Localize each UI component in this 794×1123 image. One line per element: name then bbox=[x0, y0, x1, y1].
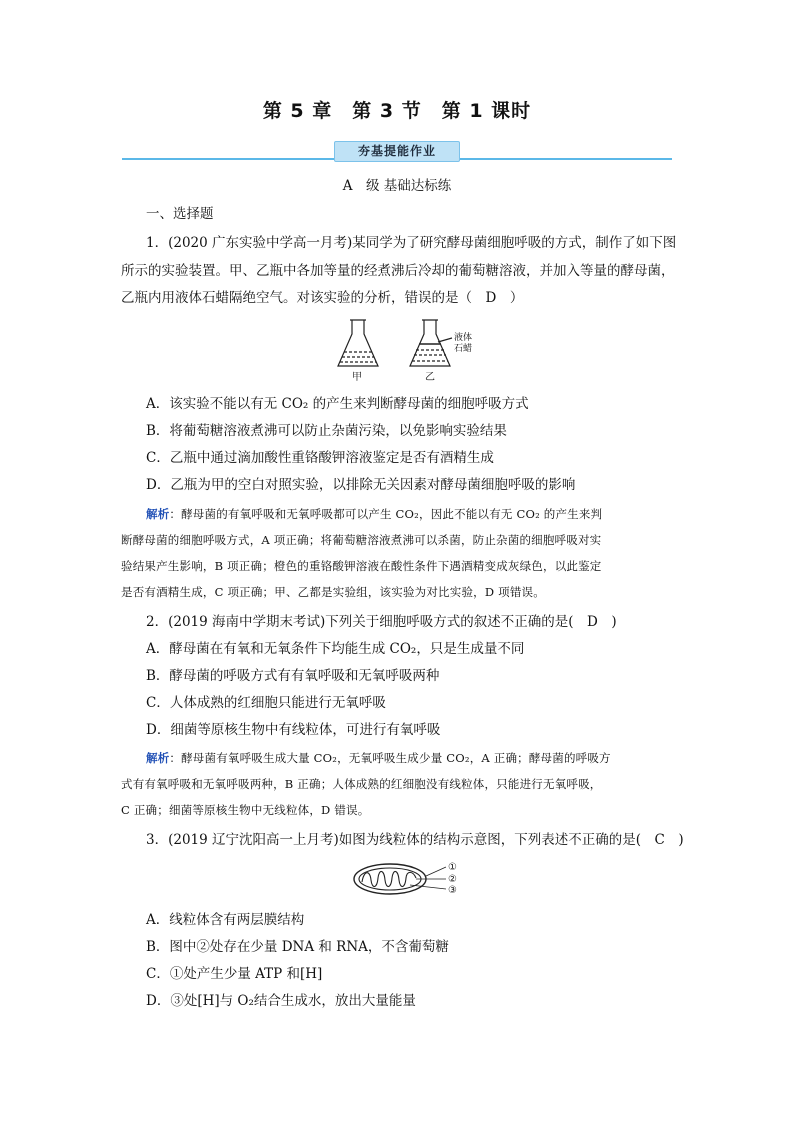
q1-option-d: D．乙瓶为甲的空白对照实验，以排除无关因素对酵母菌细胞呼吸的影响 bbox=[146, 477, 576, 493]
q2-option-c: C．人体成熟的红细胞只能进行无氧呼吸 bbox=[146, 695, 386, 711]
q1-analysis-line3: 验结果产生影响，B 项正确；橙色的重铬酸钾溶液在酸性条件下遇酒精变成灰绿色，以此鉴定 bbox=[121, 559, 602, 573]
q1-option-a: A．该实验不能以有无 CO₂ 的产生来判断酵母菌的细胞呼吸方式 bbox=[146, 396, 529, 412]
q2-option-d: D．细菌等原核生物中有线粒体，可进行有氧呼吸 bbox=[146, 722, 441, 738]
q3-option-a: A．线粒体含有两层膜结构 bbox=[146, 912, 305, 928]
q2-analysis-line3: C 正确；细菌等原核生物中无线粒体，D 错误。 bbox=[121, 803, 370, 817]
q2-analysis-line1: 解析：酵母菌有氧呼吸生成大量 CO₂，无氧呼吸生成少量 CO₂，A 正确；酵母菌的呼吸方 bbox=[146, 751, 611, 765]
q1-analysis-line1: 解析：酵母菌的有氧呼吸和无氧呼吸都可以产生 CO₂，因此不能以有无 CO₂ 的产生来判 bbox=[146, 507, 603, 521]
q2-analysis-line2: 式有有氧呼吸和无氧呼吸两种，B 正确；人体成熟的红细胞没有线粒体，只能进行无氧呼吸， bbox=[121, 777, 602, 791]
q3-option-c: C．①处产生少量 ATP 和[H] bbox=[146, 966, 323, 982]
q3-option-b: B．图中②处存在少量 DNA 和 RNA，不含葡萄糖 bbox=[146, 939, 449, 955]
banner-badge: 夯基提能作业 bbox=[334, 141, 460, 162]
flask-jia bbox=[338, 320, 378, 366]
mito-label-2: ② bbox=[448, 874, 457, 885]
q3-stem: 3．(2019 辽宁沈阳高一上月考)如图为线粒体的结构示意图，下列表述不正确的是( C ) bbox=[146, 832, 684, 848]
q3-option-d: D．③处[H]与 O₂结合生成水，放出大量能量 bbox=[146, 993, 416, 1009]
q2-stem: 2．(2019 海南中学期末考试)下列关于细胞呼吸方式的叙述不正确的是( D ) bbox=[146, 614, 617, 630]
section-heading: A 级 基础达标练 bbox=[342, 178, 452, 194]
q1-analysis-line2: 断酵母菌的细胞呼吸方式，A 项正确；将葡萄糖溶液煮沸可以杀菌，防止杂菌的细胞呼吸对实 bbox=[121, 533, 602, 547]
mito-label-3: ③ bbox=[448, 885, 457, 896]
q1-option-b: B．将葡萄糖溶液煮沸可以防止杂菌污染，以免影响实验结果 bbox=[146, 423, 507, 439]
q2-option-a: A．酵母菌在有氧和无氧条件下均能生成 CO₂，只是生成量不同 bbox=[146, 641, 525, 657]
flask-figure bbox=[330, 316, 480, 384]
flask-label-jia: 甲 bbox=[352, 372, 362, 383]
q1-analysis-line4: 是否有酒精生成，C 项正确；甲、乙都是实验组，该实验为对比实验，D 项错误。 bbox=[121, 585, 545, 599]
page-title: 第 5 章 第 3 节 第 1 课时 bbox=[262, 100, 532, 122]
analysis-label: 解析 bbox=[146, 507, 170, 521]
q1-stem-line3: 乙瓶内用液体石蜡隔绝空气。对该实验的分析，错误的是（ D ） bbox=[121, 290, 524, 306]
q1-stem-line2: 所示的实验装置。甲、乙瓶中各加等量的经煮沸后冷却的葡萄糖溶液，并加入等量的酵母菌， bbox=[121, 263, 675, 279]
paraffin-label-1: 液体 bbox=[454, 333, 473, 343]
q2-option-b: B．酵母菌的呼吸方式有有氧呼吸和无氧呼吸两种 bbox=[146, 668, 440, 684]
part-heading: 一、选择题 bbox=[146, 206, 214, 222]
paraffin-label-2: 石蜡 bbox=[454, 344, 473, 354]
flask-label-yi: 乙 bbox=[425, 372, 435, 383]
analysis-label: 解析 bbox=[146, 751, 170, 765]
mito-label-1: ① bbox=[448, 862, 457, 873]
q1-stem-line1: 1．(2020 广东实验中学高一月考)某同学为了研究酵母菌细胞呼吸的方式，制作了如下图 bbox=[146, 235, 677, 251]
mitochondrion-figure bbox=[350, 858, 462, 898]
q1-option-c: C．乙瓶中通过滴加酸性重铬酸钾溶液鉴定是否有酒精生成 bbox=[146, 450, 494, 466]
flask-yi bbox=[410, 320, 452, 366]
